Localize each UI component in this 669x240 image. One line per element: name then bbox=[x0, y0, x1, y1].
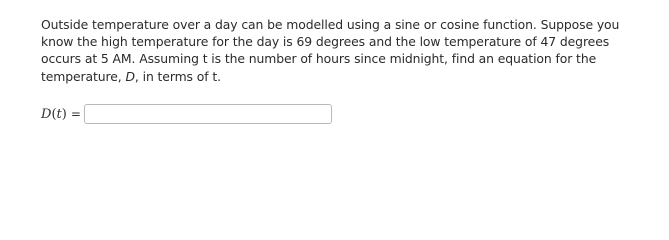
open-paren: ( bbox=[51, 106, 57, 122]
question-text-part1: Outside temperature over a day can be modelled using a sine or cosine function. Suppose you know the high temperature for the day is 69 degrees and the low temperature of 47 degrees occurs at 5 AM. Assuming t is the number of hours since midnight, find an equation for the temperature, bbox=[41, 17, 620, 84]
answer-row bbox=[41, 102, 332, 126]
function-name: D bbox=[41, 106, 52, 122]
close-paren: ) bbox=[61, 106, 67, 122]
function-variable: t bbox=[56, 106, 62, 122]
function-label bbox=[41, 107, 67, 122]
question-text-part2: , in terms of t. bbox=[134, 68, 221, 84]
equals-sign: = bbox=[70, 107, 81, 121]
question-text bbox=[41, 16, 641, 85]
answer-input[interactable] bbox=[84, 104, 332, 124]
temperature-variable: D bbox=[125, 68, 135, 84]
